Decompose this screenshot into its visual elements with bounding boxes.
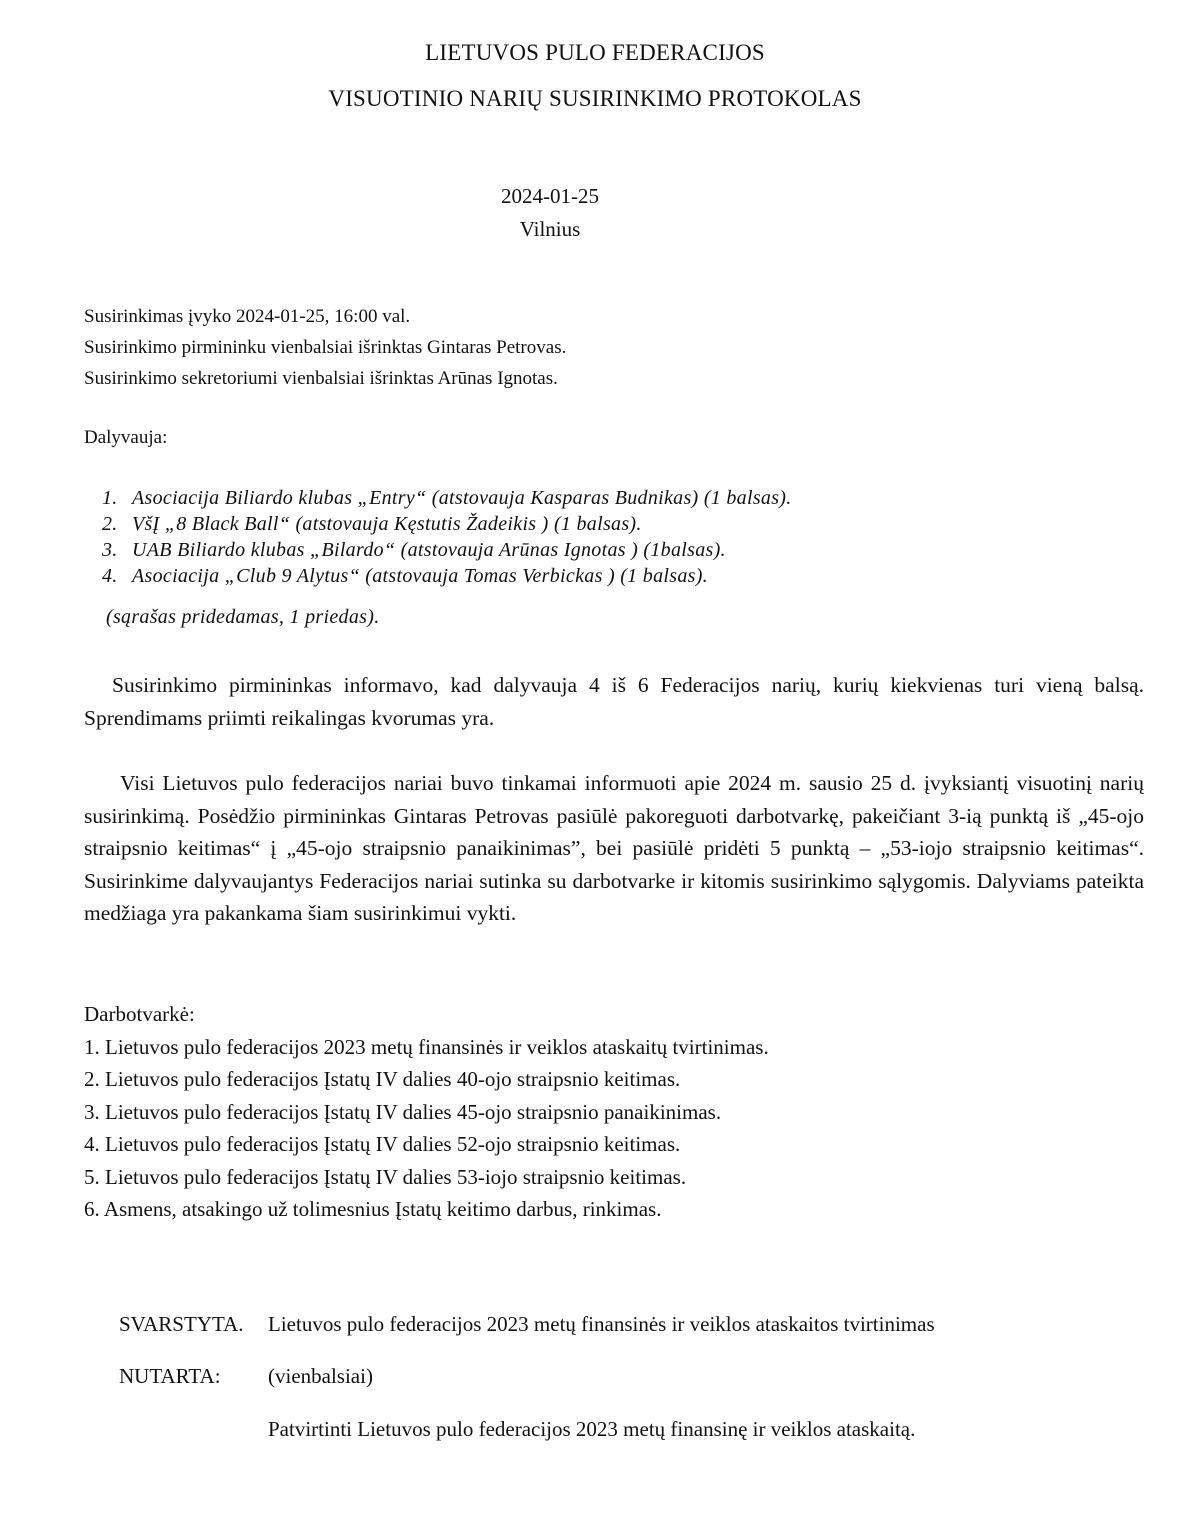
considered-text: Lietuvos pulo federacijos 2023 metų finansinės ir veiklos ataskaitos tvirtinimas — [268, 1312, 935, 1336]
agenda-item: 2. Lietuvos pulo federacijos Įstatų IV dalies 40-ojo straipsnio keitimas. — [84, 1067, 681, 1091]
attendees-note: (sąrašas pridedamas, 1 priedas). — [106, 606, 380, 628]
agenda-item: 3. Lietuvos pulo federacijos Įstatų IV dalies 45-ojo straipsnio panaikinimas. — [84, 1099, 722, 1124]
agenda-item: 5. Lietuvos pulo federacijos Įstatų IV dalies 53-iojo straipsnio keitimas. — [84, 1164, 687, 1189]
attendee-text: VšĮ „8 Black Ball“ (atstovauja Kęstutis Žadeikis ) (1 balsas). — [132, 513, 642, 535]
quorum-paragraph: Susirinkimo pirmininkas informavo, kad dalyvauja 4 iš 6 Federacijos narių, kurių kiekvienas turi vieną balsą. Sprendimams priimti reikalingas kvorumas yra. — [84, 673, 1144, 730]
document-title — [0, 30, 1190, 122]
agenda-block — [84, 998, 769, 1226]
attendee-number: 2. — [102, 513, 118, 535]
considered-label: SVARSTYTA. — [119, 1312, 244, 1336]
attendees-list — [102, 485, 792, 589]
attendee-text: UAB Biliardo klubas „Bilardo“ (atstovauja Arūnas Ignotas ) (1balsas). — [132, 539, 726, 561]
attendee-text: Asociacija Biliardo klubas „Entry“ (atstovauja Kasparas Budnikas) (1 balsas). — [132, 487, 792, 509]
attendee-number: 1. — [102, 487, 118, 509]
intro-block — [84, 301, 566, 394]
agenda-item: 4. Lietuvos pulo federacijos Įstatų IV dalies 52-ojo straipsnio keitimas. — [84, 1132, 681, 1156]
attendee-number: 3. — [102, 539, 118, 561]
resolved-text: Patvirtinti Lietuvos pulo federacijos 2023 metų finansinę ir veiklos ataskaitą. — [268, 1417, 916, 1441]
meeting-date: 2024-01-25 — [501, 184, 599, 208]
meeting-place: Vilnius — [519, 217, 581, 241]
attendee-number: 4. — [102, 565, 118, 587]
attendee-item — [102, 511, 792, 537]
intro-line: Susirinkimo pirmininku vienbalsiai išrinktas Gintaras Petrovas. — [84, 337, 567, 358]
attendee-item — [102, 485, 792, 511]
attendees-label: Dalyvauja: — [84, 427, 168, 448]
resolved-label: NUTARTA: — [119, 1364, 221, 1388]
resolved-vote: (vienbalsiai) — [268, 1364, 373, 1388]
agenda-label: Darbotvarkė: — [84, 1002, 195, 1026]
attendee-item — [102, 537, 792, 563]
attendee-text: Asociacija „Club 9 Alytus“ (atstovauja Tomas Verbickas ) (1 balsas). — [132, 565, 708, 587]
document-meta — [0, 180, 1100, 246]
agenda-item: 6. Asmens, atsakingo už tolimesnius Įstatų keitimo darbus, rinkimas. — [84, 1197, 662, 1221]
attendee-item — [102, 563, 792, 589]
intro-line: Susirinkimas įvyko 2024-01-25, 16:00 val. — [84, 306, 411, 327]
title-line-1: LIETUVOS PULO FEDERACIJOS — [425, 40, 765, 65]
intro-line: Susirinkimo sekretoriumi vienbalsiai išrinktas Arūnas Ignotas. — [84, 368, 558, 389]
agenda-item: 1. Lietuvos pulo federacijos 2023 metų finansinės ir veiklos ataskaitų tvirtinimas. — [84, 1034, 769, 1059]
title-line-2: VISUOTINIO NARIŲ SUSIRINKIMO PROTOKOLAS — [328, 86, 862, 111]
notice-paragraph: Visi Lietuvos pulo federacijos nariai buvo tinkamai informuoti apie 2024 m. sausio 25 d. įvyksiantį visuotinį narių susirinkimą. Posėdžio pirmininkas Gintaras Petrovas pasiūlė pakoreguoti darbotvarkę, pakeičiant 3-ią punktą iš „45-ojo straipsnio keitimas“ į „45-ojo straipsnio panaikinimas”, bei pasiūlė pridėti 5 punktą – „53-iojo straipsnio keitimas“. Susirinkime dalyvaujantys Federacijos nariai sutinka su darbotvarke ir kitomis susirinkimo sąlygomis. Dalyviams pateikta medžiaga yra pakankama šiam susirinkimui vykti. — [84, 771, 1144, 925]
